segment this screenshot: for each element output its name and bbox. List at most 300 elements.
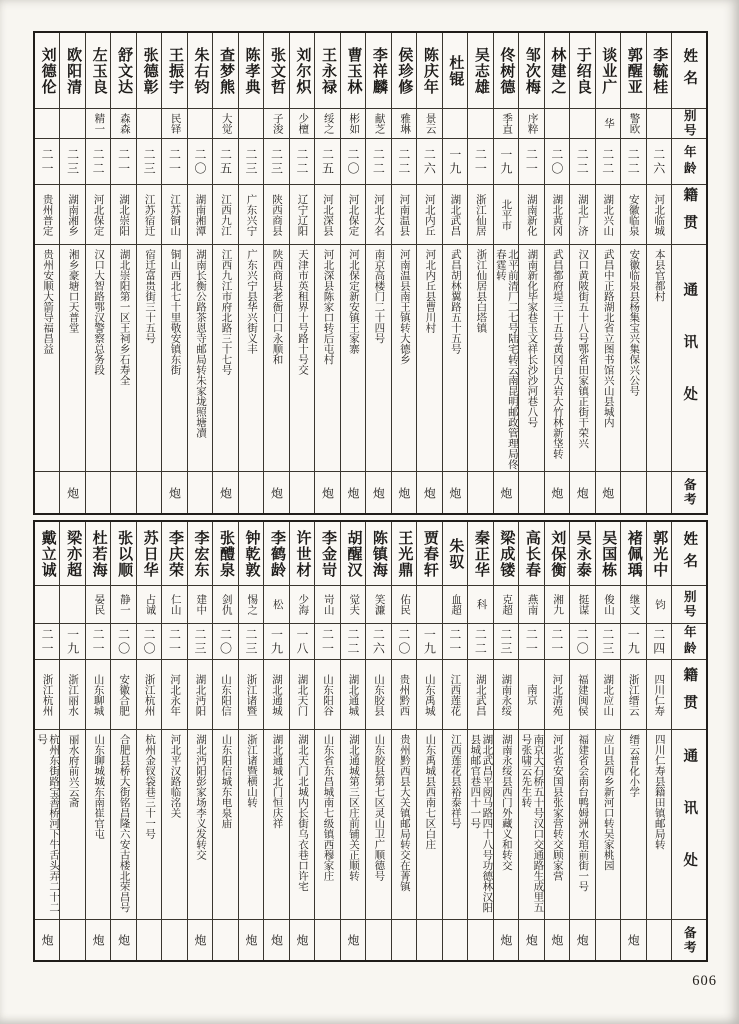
name-cell	[162, 33, 186, 109]
name-cell-text: 李祥麟	[370, 46, 387, 95]
name-cell-text: 胡醒汉	[345, 529, 362, 578]
address-cell-text: 缙云普化小学	[628, 734, 640, 797]
alias-cell	[545, 586, 569, 624]
roster-table-top	[33, 31, 708, 515]
origin-cell	[188, 185, 212, 245]
header-column	[672, 33, 706, 513]
origin-cell	[290, 185, 314, 245]
name-cell	[35, 33, 59, 109]
origin-cell	[162, 185, 186, 245]
age-cell	[188, 624, 212, 660]
person-column	[468, 522, 493, 960]
alias-cell-text: 继文	[628, 594, 640, 615]
name-cell	[341, 522, 365, 586]
alias-cell	[188, 586, 212, 624]
header-column	[672, 522, 706, 960]
origin-cell-text: 浙江杭州	[143, 673, 155, 716]
address-cell	[60, 245, 84, 472]
origin-cell-text: 江西莲花	[449, 673, 461, 716]
origin-cell-text: 河北永年	[169, 673, 181, 716]
name-cell	[239, 522, 263, 586]
age-cell	[239, 624, 263, 660]
origin-cell	[545, 660, 569, 730]
address-cell	[366, 730, 390, 920]
address-cell-text: 湖北通城第三区庄前铺关正顺转	[347, 734, 359, 881]
alias-cell-text: 觉夫	[348, 594, 360, 615]
alias-cell	[621, 109, 645, 139]
address-cell-text: 江西九江市府北路三十七号	[220, 249, 232, 375]
address-cell-text: 河北深县陈家口转后屯村	[322, 249, 334, 365]
alias-cell-text: 湘九	[552, 594, 564, 615]
address-cell	[570, 730, 594, 920]
age-cell	[188, 139, 212, 185]
age-cell	[60, 139, 84, 185]
person-column	[417, 33, 442, 513]
name-cell	[162, 522, 186, 586]
name-cell-text: 李宏东	[192, 529, 209, 578]
origin-cell-text: 安徽合肥	[118, 673, 130, 716]
age-cell	[621, 139, 645, 185]
address-cell-text: 杭州东街路宝善桥河下牛舌头弄二十二号	[36, 734, 60, 913]
origin-cell-text: 河北保定	[347, 193, 359, 236]
name-cell-text: 李金岢	[319, 529, 336, 578]
origin-cell-text: 浙江杭州	[41, 673, 53, 716]
alias-cell-text: 仁山	[169, 594, 181, 615]
origin-cell	[443, 660, 467, 730]
address-cell-text: 贵州黔西县大关镇邮局转交在菁镇	[398, 734, 410, 892]
name-cell	[468, 33, 492, 109]
person-column	[494, 33, 519, 513]
remark-cell	[519, 920, 543, 960]
origin-cell	[35, 185, 59, 245]
age-cell	[647, 139, 671, 185]
alias-cell	[60, 586, 84, 624]
header-age-label: 年龄	[682, 145, 697, 178]
address-cell	[366, 245, 390, 472]
person-column	[647, 522, 672, 960]
address-cell-text: 应山县西乡新河口转吴家桃园	[602, 734, 614, 871]
age-cell-text: 二二	[396, 147, 411, 176]
origin-cell-text: 陕西商县	[271, 193, 282, 236]
remark-cell	[621, 472, 645, 513]
remark-cell	[366, 920, 390, 960]
person-column	[86, 33, 111, 513]
name-cell	[392, 33, 416, 109]
remark-cell	[494, 920, 518, 960]
origin-cell	[392, 660, 416, 730]
alias-cell-text: 松	[271, 599, 283, 610]
person-column	[315, 522, 340, 960]
age-cell-text: 二一	[473, 147, 488, 176]
remark-cell	[264, 472, 288, 513]
remark-cell	[494, 472, 518, 513]
address-cell	[621, 730, 645, 920]
name-cell-text: 张以顺	[116, 529, 133, 578]
age-cell-text: 二一	[91, 627, 106, 656]
origin-cell	[468, 660, 492, 730]
alias-cell	[290, 586, 314, 624]
header-address	[672, 245, 706, 472]
header-origin-label: 籍贯	[681, 186, 698, 243]
age-cell-text: 二三	[498, 627, 513, 656]
origin-cell-text: 湖南新化	[525, 193, 537, 236]
remark-cell	[596, 920, 620, 960]
remark-cell	[366, 472, 390, 513]
name-cell-text: 侯珍修	[396, 46, 413, 95]
age-cell	[137, 624, 161, 660]
address-cell	[545, 730, 569, 920]
origin-cell-text: 江苏宿迁	[143, 193, 155, 236]
remark-cell	[60, 920, 84, 960]
age-cell-text: 二三	[244, 147, 258, 176]
name-cell-text: 许世材	[294, 529, 311, 578]
origin-cell	[596, 185, 620, 245]
origin-cell	[468, 185, 492, 245]
remark-cell	[162, 472, 186, 513]
alias-cell	[392, 586, 416, 624]
age-cell	[341, 139, 365, 185]
remark-cell	[468, 472, 492, 513]
age-cell	[213, 139, 237, 185]
remark-cell	[213, 920, 237, 960]
age-cell	[417, 139, 441, 185]
name-cell	[443, 522, 467, 586]
person-column	[290, 522, 315, 960]
name-cell-text: 褚佩瑀	[625, 529, 642, 578]
age-cell	[570, 624, 594, 660]
name-cell	[188, 522, 212, 586]
name-cell	[213, 33, 237, 109]
alias-cell-text: 燕南	[526, 594, 538, 615]
header-alias	[672, 586, 706, 624]
origin-cell-text: 湖北通城	[347, 673, 359, 716]
origin-cell-text: 湖北黄冈	[551, 193, 563, 236]
address-cell	[162, 730, 186, 920]
address-cell-text: 宿迁富贵街三十五号	[144, 249, 156, 344]
age-cell-text: 二〇	[218, 627, 233, 656]
remark-cell	[647, 920, 671, 960]
origin-cell-text: 江苏铜山	[169, 193, 181, 236]
age-cell	[162, 139, 186, 185]
remark-cell	[188, 920, 212, 960]
address-cell	[596, 730, 620, 920]
remark-cell-text: 炮	[549, 934, 564, 946]
address-cell-text: 武昌胡林翼路五十五号	[449, 249, 461, 354]
remark-cell	[468, 920, 492, 960]
address-cell	[519, 245, 543, 472]
alias-cell-text: 季直	[501, 113, 513, 134]
origin-cell-text: 湖北兴山	[602, 193, 614, 236]
person-column	[366, 522, 391, 960]
alias-cell-text: 少海	[297, 594, 309, 615]
age-cell	[137, 139, 161, 185]
alias-cell	[596, 109, 620, 139]
alias-cell	[366, 109, 390, 139]
name-cell	[570, 33, 594, 109]
address-cell	[443, 245, 467, 472]
address-cell	[213, 730, 237, 920]
remark-cell	[417, 920, 441, 960]
name-cell-text: 苏日华	[141, 529, 158, 578]
age-cell-text: 一九	[422, 627, 437, 656]
alias-cell-text: 绥之	[322, 113, 334, 134]
alias-cell	[213, 109, 237, 139]
origin-cell	[239, 185, 263, 245]
remark-cell	[443, 920, 467, 960]
person-column	[111, 33, 136, 513]
origin-cell	[86, 185, 110, 245]
age-cell-text: 二一	[116, 147, 131, 176]
origin-cell-text: 河北保定	[92, 193, 104, 236]
alias-cell	[647, 586, 671, 624]
name-cell-text: 佟树德	[498, 46, 515, 95]
remark-cell-text: 炮	[345, 934, 360, 946]
alias-cell	[162, 586, 186, 624]
alias-cell	[647, 109, 671, 139]
alias-cell	[341, 586, 365, 624]
alias-cell	[468, 586, 492, 624]
name-cell-text: 刘尔炽	[294, 46, 311, 95]
remark-cell	[545, 920, 569, 960]
name-cell-text: 欧阳清	[65, 46, 82, 95]
address-cell-text: 合肥县桥大街铭昌隆六安古楼北荣昌号	[118, 734, 130, 913]
alias-cell	[315, 109, 339, 139]
name-cell	[366, 33, 390, 109]
alias-cell-text: 森森	[118, 113, 130, 134]
person-column	[264, 33, 289, 513]
address-cell-text: 河北平汉路临洺关	[169, 734, 181, 818]
origin-cell-text: 安徽临泉	[627, 193, 639, 236]
address-cell-text: 北平前清厂二七号陆宅转云南昆明邮政管理局佟春霆转	[494, 249, 518, 470]
origin-cell-text: 湖北崇阳	[118, 193, 130, 236]
person-column	[621, 522, 646, 960]
name-cell-text: 李鹤龄	[268, 529, 285, 578]
address-cell	[86, 730, 110, 920]
alias-cell	[519, 586, 543, 624]
age-cell-text: 二〇	[193, 147, 208, 176]
address-cell	[392, 245, 416, 472]
alias-cell-text: 占诚	[144, 594, 156, 615]
person-column	[494, 522, 519, 960]
age-cell-text: 二三	[65, 147, 80, 176]
name-cell	[111, 33, 135, 109]
name-cell-text: 谈业广	[600, 46, 617, 95]
remark-cell-text: 炮	[396, 486, 411, 499]
alias-cell	[545, 109, 569, 139]
age-cell	[494, 139, 518, 185]
origin-cell-text: 河北临城	[653, 193, 665, 236]
age-cell-text: 二一	[549, 627, 564, 656]
origin-cell	[111, 660, 135, 730]
person-column	[570, 522, 595, 960]
age-cell-text: 一九	[498, 147, 513, 176]
age-cell-text: 二〇	[142, 627, 157, 656]
origin-cell	[647, 660, 671, 730]
alias-cell	[468, 109, 492, 139]
address-cell-text: 山东禹城县西南七区白庄	[424, 734, 436, 850]
alias-cell-text: 序粹	[526, 113, 538, 134]
name-cell	[570, 522, 594, 586]
name-cell	[137, 522, 161, 586]
age-cell	[519, 624, 543, 660]
name-cell-text: 舒文达	[116, 46, 133, 95]
address-cell-text: 湖南长衡公路茶恩寺邮局转朱家垅照塘凟	[195, 249, 207, 438]
remark-cell-text: 炮	[575, 934, 590, 946]
address-cell	[647, 245, 671, 472]
address-cell-text: 广东兴宁县华兴街义丰	[246, 249, 257, 354]
name-cell	[417, 522, 441, 586]
alias-cell-text: 岢山	[322, 594, 334, 615]
alias-cell	[570, 109, 594, 139]
name-cell	[137, 33, 161, 109]
alias-cell	[35, 109, 59, 139]
person-column	[137, 522, 162, 960]
remark-cell-text: 炮	[524, 934, 539, 946]
address-cell-text: 南京大石桥五十号汉口交通路生成里五号张啸云先生转	[520, 734, 544, 913]
age-cell	[545, 624, 569, 660]
address-cell	[290, 245, 314, 472]
remark-cell-text: 炮	[498, 486, 513, 499]
person-column	[519, 33, 544, 513]
origin-cell-text: 湖北天门	[296, 673, 308, 716]
age-cell-text: 二一	[40, 627, 55, 656]
remark-cell-text: 炮	[193, 934, 208, 946]
address-cell	[264, 730, 288, 920]
person-column	[545, 33, 570, 513]
name-cell-text: 陈镇海	[370, 529, 387, 578]
alias-cell	[392, 109, 416, 139]
alias-cell	[315, 586, 339, 624]
remark-cell-text: 炮	[167, 486, 182, 499]
age-cell-text: 二三	[193, 627, 208, 656]
origin-cell-text: 湖北广济	[576, 193, 588, 236]
age-cell-text: 二一	[524, 147, 539, 176]
remark-cell	[86, 472, 110, 513]
alias-cell	[494, 109, 518, 139]
remark-cell	[35, 472, 59, 513]
name-cell-text: 贾春轩	[421, 529, 438, 578]
origin-cell	[443, 185, 467, 245]
name-cell	[468, 522, 492, 586]
address-cell-text: 安徽临泉县杨集宝兴集保兴公号	[628, 249, 640, 396]
header-address-label: 通讯处	[681, 281, 698, 439]
address-cell	[137, 730, 161, 920]
alias-cell	[290, 109, 314, 139]
name-cell	[86, 522, 110, 586]
origin-cell-text: 湖北通城	[271, 673, 282, 716]
age-cell	[341, 624, 365, 660]
origin-cell	[111, 185, 135, 245]
address-cell	[596, 245, 620, 472]
address-cell-text: 福建省会南台鸭姆洲水琯前街一号	[577, 734, 589, 892]
origin-cell-text: 浙江丽水	[67, 673, 79, 716]
origin-cell-text: 山东禹城	[423, 673, 435, 716]
age-cell-text: 二二	[575, 147, 590, 176]
header-address	[672, 730, 706, 920]
header-alias-label: 别号	[682, 109, 697, 138]
name-cell-text: 戴立诚	[39, 529, 56, 578]
address-cell	[519, 730, 543, 920]
age-cell-text: 二二	[294, 147, 309, 176]
age-cell-text: 二六	[422, 147, 437, 176]
origin-cell	[60, 185, 84, 245]
origin-cell	[494, 185, 518, 245]
origin-cell	[417, 185, 441, 245]
alias-cell-text: 钧	[654, 599, 665, 610]
address-cell-text: 山东省东昌城南七级镇西穆家庄	[322, 734, 334, 881]
alias-cell	[443, 109, 467, 139]
age-cell-text: 二三	[600, 627, 615, 656]
person-column	[213, 33, 238, 513]
origin-cell	[290, 660, 314, 730]
name-cell	[290, 33, 314, 109]
alias-cell	[596, 586, 620, 624]
alias-cell	[366, 586, 390, 624]
person-column	[596, 522, 621, 960]
age-cell-text: 二六	[371, 627, 386, 656]
address-cell	[315, 730, 339, 920]
age-cell-text: 一八	[294, 627, 309, 656]
origin-cell-text: 湖南湘潭	[194, 193, 206, 236]
age-cell-text: 二一	[167, 147, 182, 176]
address-cell	[239, 245, 263, 472]
person-column	[162, 522, 187, 960]
alias-cell-text: 笑濂	[373, 594, 385, 615]
remark-cell-text: 炮	[600, 486, 615, 499]
person-column	[264, 522, 289, 960]
header-remarks	[672, 472, 706, 513]
name-cell	[315, 33, 339, 109]
header-origin	[672, 660, 706, 730]
origin-cell	[86, 660, 110, 730]
address-cell-text: 湖北武昌平阅马路四十八号功德林汉阳县城邮官巷四十一号	[469, 734, 493, 913]
person-column	[239, 522, 264, 960]
alias-cell	[213, 586, 237, 624]
origin-cell-text: 湖北武昌	[474, 673, 486, 716]
age-cell-text: 二五	[218, 147, 233, 176]
header-origin	[672, 185, 706, 245]
origin-cell	[137, 660, 161, 730]
name-cell-text: 查梦熊	[218, 46, 235, 95]
age-cell-text: 一九	[269, 627, 284, 656]
name-cell	[111, 522, 135, 586]
remark-cell-text: 炮	[345, 486, 360, 499]
person-column	[111, 522, 136, 960]
address-cell	[239, 730, 263, 920]
name-cell	[494, 33, 518, 109]
origin-cell	[239, 660, 263, 730]
age-cell	[111, 624, 135, 660]
alias-cell	[86, 109, 110, 139]
age-cell	[315, 139, 339, 185]
address-cell	[468, 730, 492, 920]
alias-cell-text: 彬如	[348, 113, 360, 134]
name-cell	[621, 33, 645, 109]
name-cell-text: 陈孝典	[243, 46, 260, 95]
age-cell	[596, 139, 620, 185]
origin-cell	[188, 660, 212, 730]
age-cell	[35, 624, 59, 660]
origin-cell	[570, 185, 594, 245]
origin-cell	[137, 185, 161, 245]
remark-cell	[545, 472, 569, 513]
name-cell-text: 邹次梅	[523, 46, 540, 95]
origin-cell-text: 山东阳信	[220, 673, 232, 716]
name-cell-text: 王振宇	[167, 46, 184, 95]
person-column	[443, 522, 468, 960]
origin-cell-text: 湖北武昌	[449, 193, 461, 236]
origin-cell	[315, 660, 339, 730]
